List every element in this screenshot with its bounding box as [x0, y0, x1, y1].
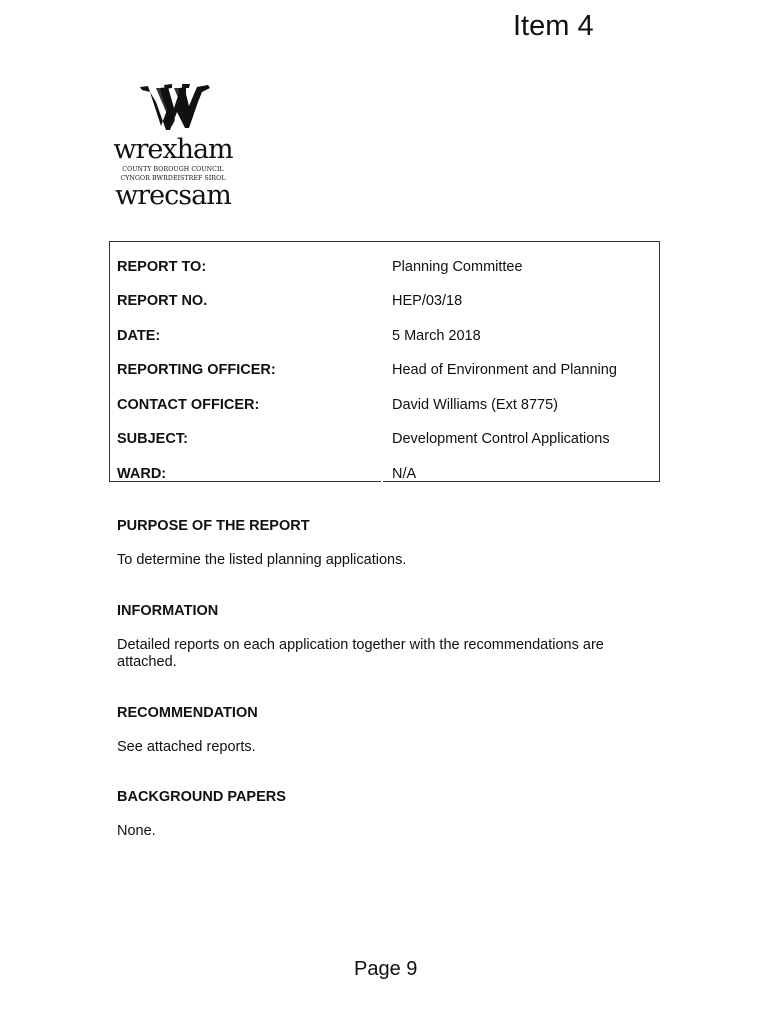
report-row	[110, 362, 659, 382]
report-row	[110, 466, 659, 486]
report-row	[110, 293, 659, 313]
purpose-heading: PURPOSE OF THE REPORT	[117, 518, 310, 534]
ward-value: N/A	[392, 466, 417, 482]
report-row	[110, 259, 659, 279]
date-label: DATE:	[117, 328, 161, 344]
logo-welsh-subtitle: CYNGOR BWRDEISTREF SIROL	[120, 175, 226, 182]
divider	[381, 479, 383, 483]
subject-value: Development Control Applications	[392, 431, 610, 447]
report-row	[110, 397, 659, 417]
item-label: Item 4	[513, 10, 594, 42]
logo-english-subtitle: COUNTY BOROUGH COUNCIL	[122, 166, 224, 173]
subject-label: SUBJECT:	[117, 431, 188, 447]
report-no-label: REPORT NO.	[117, 293, 208, 309]
page-number: Page 9	[354, 958, 418, 980]
contact-officer-label: CONTACT OFFICER:	[117, 397, 260, 413]
information-body: Detailed reports on each application together with the recommendations are attached.	[117, 637, 604, 670]
contact-officer-value: David Williams (Ext 8775)	[392, 397, 558, 413]
ward-label: WARD:	[117, 466, 167, 482]
report-to-label: REPORT TO:	[117, 259, 207, 275]
w-emblem-icon	[112, 82, 234, 134]
report-details-table	[109, 241, 660, 482]
reporting-officer-value: Head of Environment and Planning	[392, 362, 617, 378]
report-row	[110, 328, 659, 348]
information-heading: INFORMATION	[117, 603, 219, 619]
background-papers-heading: BACKGROUND PAPERS	[117, 789, 286, 805]
purpose-body: To determine the listed planning applications.	[117, 552, 407, 568]
logo-welsh-name: wrecsam	[115, 180, 231, 211]
reporting-officer-label: REPORTING OFFICER:	[117, 362, 276, 378]
report-no-value: HEP/03/18	[392, 293, 463, 309]
background-papers-body: None.	[117, 823, 156, 839]
report-to-value: Planning Committee	[392, 259, 523, 275]
report-row	[110, 431, 659, 451]
recommendation-body: See attached reports.	[117, 739, 256, 755]
logo-english-name: wrexham	[113, 134, 233, 165]
recommendation-heading: RECOMMENDATION	[117, 705, 258, 721]
date-value: 5 March 2018	[392, 328, 481, 344]
council-logo	[112, 82, 234, 212]
